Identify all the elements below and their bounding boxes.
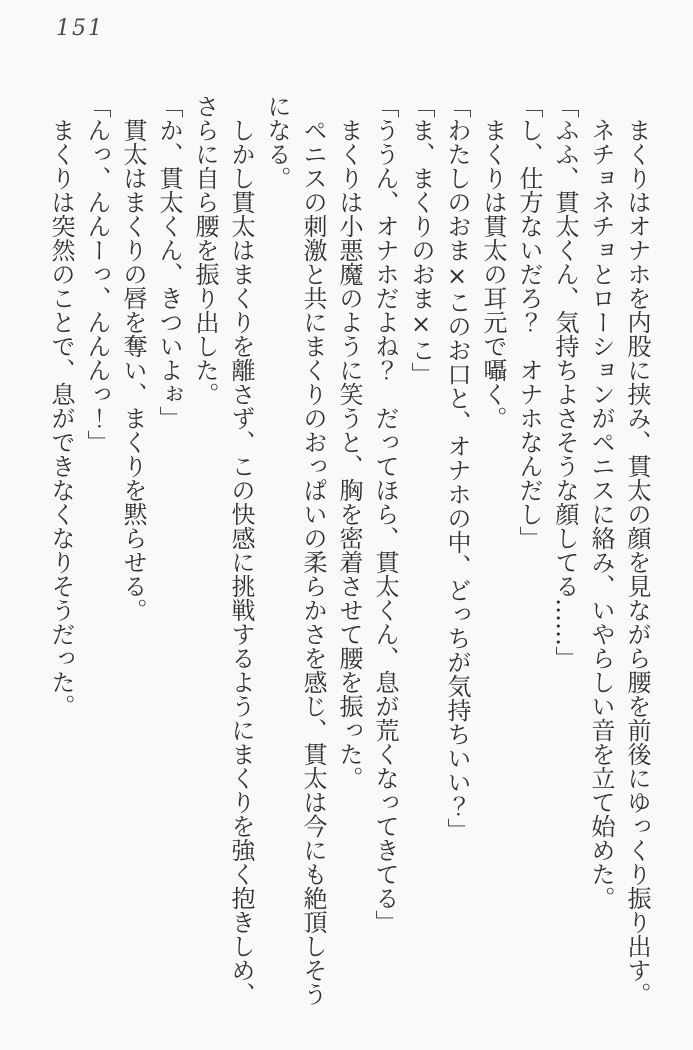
vertical-text-block (43, 94, 655, 1010)
text-line: 「んっ、んんーっ、んんんっ！」 (83, 94, 111, 454)
text-line: 「ううん、オナホだよね？ だってほら、貫太くん、息が荒くなってきてる」 (371, 94, 399, 934)
text-line: まくりは突然のことで、息ができなくなりそうだった。 (47, 118, 75, 718)
text-line: 「ふふ、貫太くん、気持ちよさそうな顔してる……」 (551, 94, 579, 670)
text-line: まくりは貫太の耳元で囁く。 (479, 118, 507, 430)
page-number: 151 (56, 16, 104, 41)
text-line: まくりは小悪魔のように笑うと、胸を密着させて腰を振った。 (335, 118, 363, 790)
text-line: 「し、仕方ないだろ？ オナホなんだし」 (515, 94, 543, 550)
text-line: 貫太はまくりの唇を奪い、まくりを黙らせる。 (119, 118, 147, 622)
text-line: 「わたしのおま×このお口と、オナホの中、どっちが気持ちいい？」 (443, 94, 471, 842)
text-line: しかし貫太はまくりを離さず、この快感に挑戦するようにまくりを強く抱きしめ、さらに自ら腰を振り出した。 (191, 94, 255, 1006)
text-line: ネチョネチョとローションがペニスに絡み、いやらしい音を立て始めた。 (587, 118, 615, 910)
text-line: まくりはオナホを内股に挟み、貫太の顔を見ながら腰を前後にゆっくり振り出す。 (623, 118, 651, 1006)
text-line: ペニスの刺激と共にまくりのおっぱいの柔らかさを感じ、貫太は今にも絶頂しそうになる。 (263, 94, 327, 1006)
text-line: 「か、貫太くん、きついよぉ」 (155, 94, 183, 430)
text-line: 「ま、まくりのおま×こ」 (407, 94, 435, 386)
